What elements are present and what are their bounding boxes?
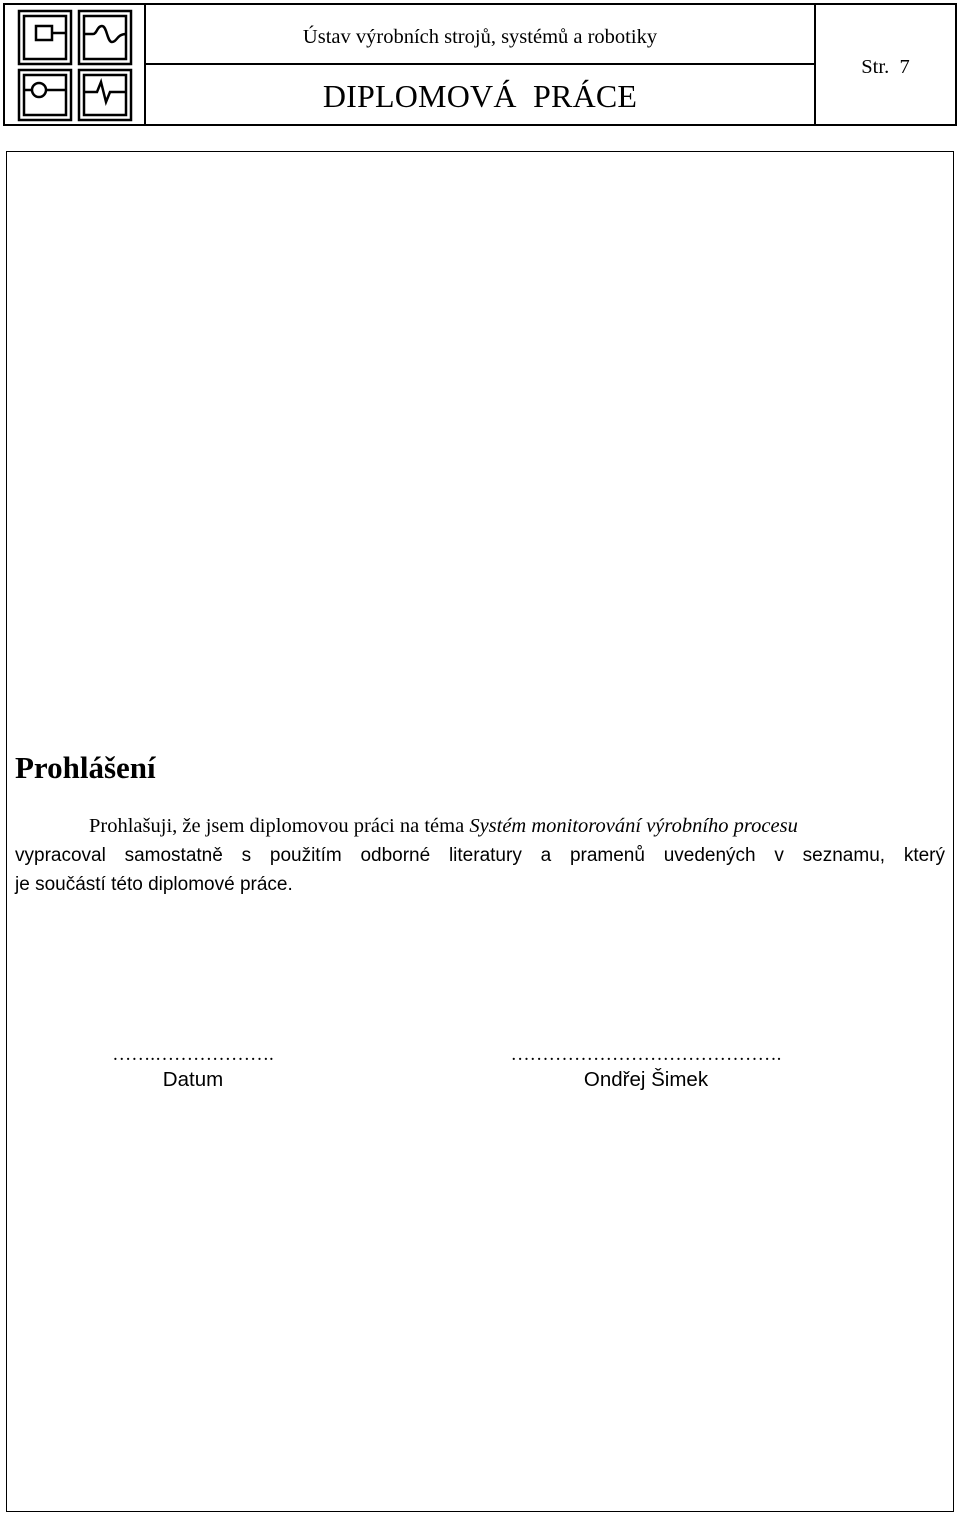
declaration-paragraph [15,812,945,899]
declaration-line-3: je součástí této diplomové práce. [15,874,293,895]
thesis-topic: Systém monitorování výrobního procesu [469,815,798,837]
declaration-line-1 [15,812,945,841]
date-dotted-line: …….………………. [112,1044,274,1065]
author-dotted-line: ……………………………………. [510,1044,782,1065]
institute-logo-icon [17,8,135,122]
declaration-heading: Prohlášení [15,750,156,785]
page-number: Str. 7 [861,56,910,78]
header-divider [146,63,814,65]
declaration-lead: Prohlašuji, že jsem diplomovou práci na téma [89,815,470,837]
declaration-line-2: vypracoval samostatně s použitím odborné literatury a pramenů uvedených v seznamu, který [15,845,945,866]
header-title-cell [146,5,814,124]
logo-cell [5,5,146,124]
date-label: Datum [162,1068,224,1091]
page-header [3,3,957,126]
author-name: Ondřej Šimek [583,1068,709,1091]
institute-name: Ústav výrobních strojů, systémů a robotiky [302,26,658,48]
page-number-cell [814,5,955,124]
thesis-type-title: DIPLOMOVÁ PRÁCE [322,78,638,114]
date-signature-block [93,1044,293,1094]
author-signature-block [486,1044,806,1094]
